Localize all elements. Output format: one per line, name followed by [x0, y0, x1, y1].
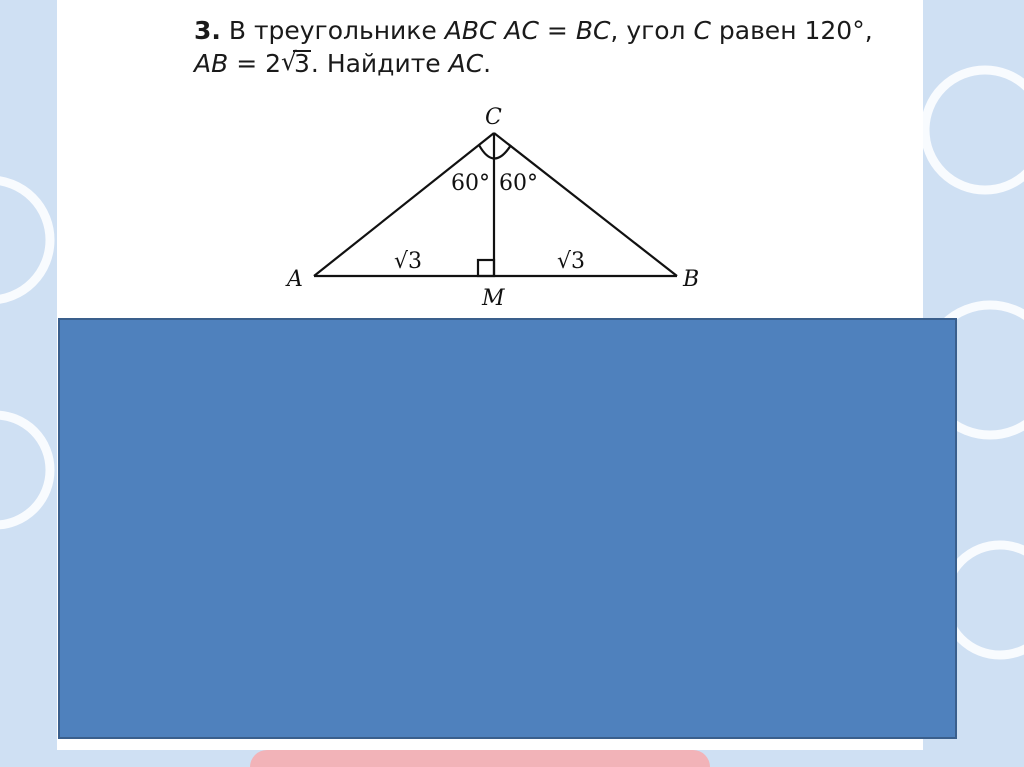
problem-text: . Найдите [310, 49, 449, 78]
angle-var: C [693, 16, 711, 45]
problem-text: , угол [610, 16, 694, 45]
label-m: M [482, 286, 505, 311]
angle-label-right: 60° [499, 171, 538, 196]
equals-sign: = [538, 16, 576, 45]
side-bc-line [494, 133, 677, 276]
problem-line-2 [194, 47, 914, 80]
problem-line-1 [194, 14, 914, 47]
sqrt-argument: 3 [294, 49, 310, 78]
problem-statement [194, 14, 914, 80]
sqrt-expression [281, 47, 311, 80]
label-b: B [683, 267, 700, 292]
label-a: A [287, 267, 303, 292]
side-ab: AB [194, 49, 229, 78]
triangle-figure [280, 98, 720, 320]
bottom-decoration [250, 750, 710, 767]
label-c: C [485, 105, 502, 130]
problem-text: В треугольнике [220, 16, 445, 45]
problem-text: равен 120°, [710, 16, 873, 45]
overlay-rectangle [58, 318, 957, 739]
problem-text: . [483, 49, 492, 78]
problem-number: 3. [194, 16, 221, 45]
segment-label-am: √3 [394, 249, 423, 274]
side-bc: BC [575, 16, 611, 45]
side-ac: AC [504, 16, 539, 45]
triangle-name: ABC [444, 16, 497, 45]
right-angle-marker [478, 260, 494, 276]
angle-label-left: 60° [451, 171, 490, 196]
segment-label-mb: √3 [557, 249, 586, 274]
problem-text: = 2 [228, 49, 282, 78]
sqrt-symbol: √ [281, 47, 297, 76]
target-side: AC [448, 49, 484, 78]
